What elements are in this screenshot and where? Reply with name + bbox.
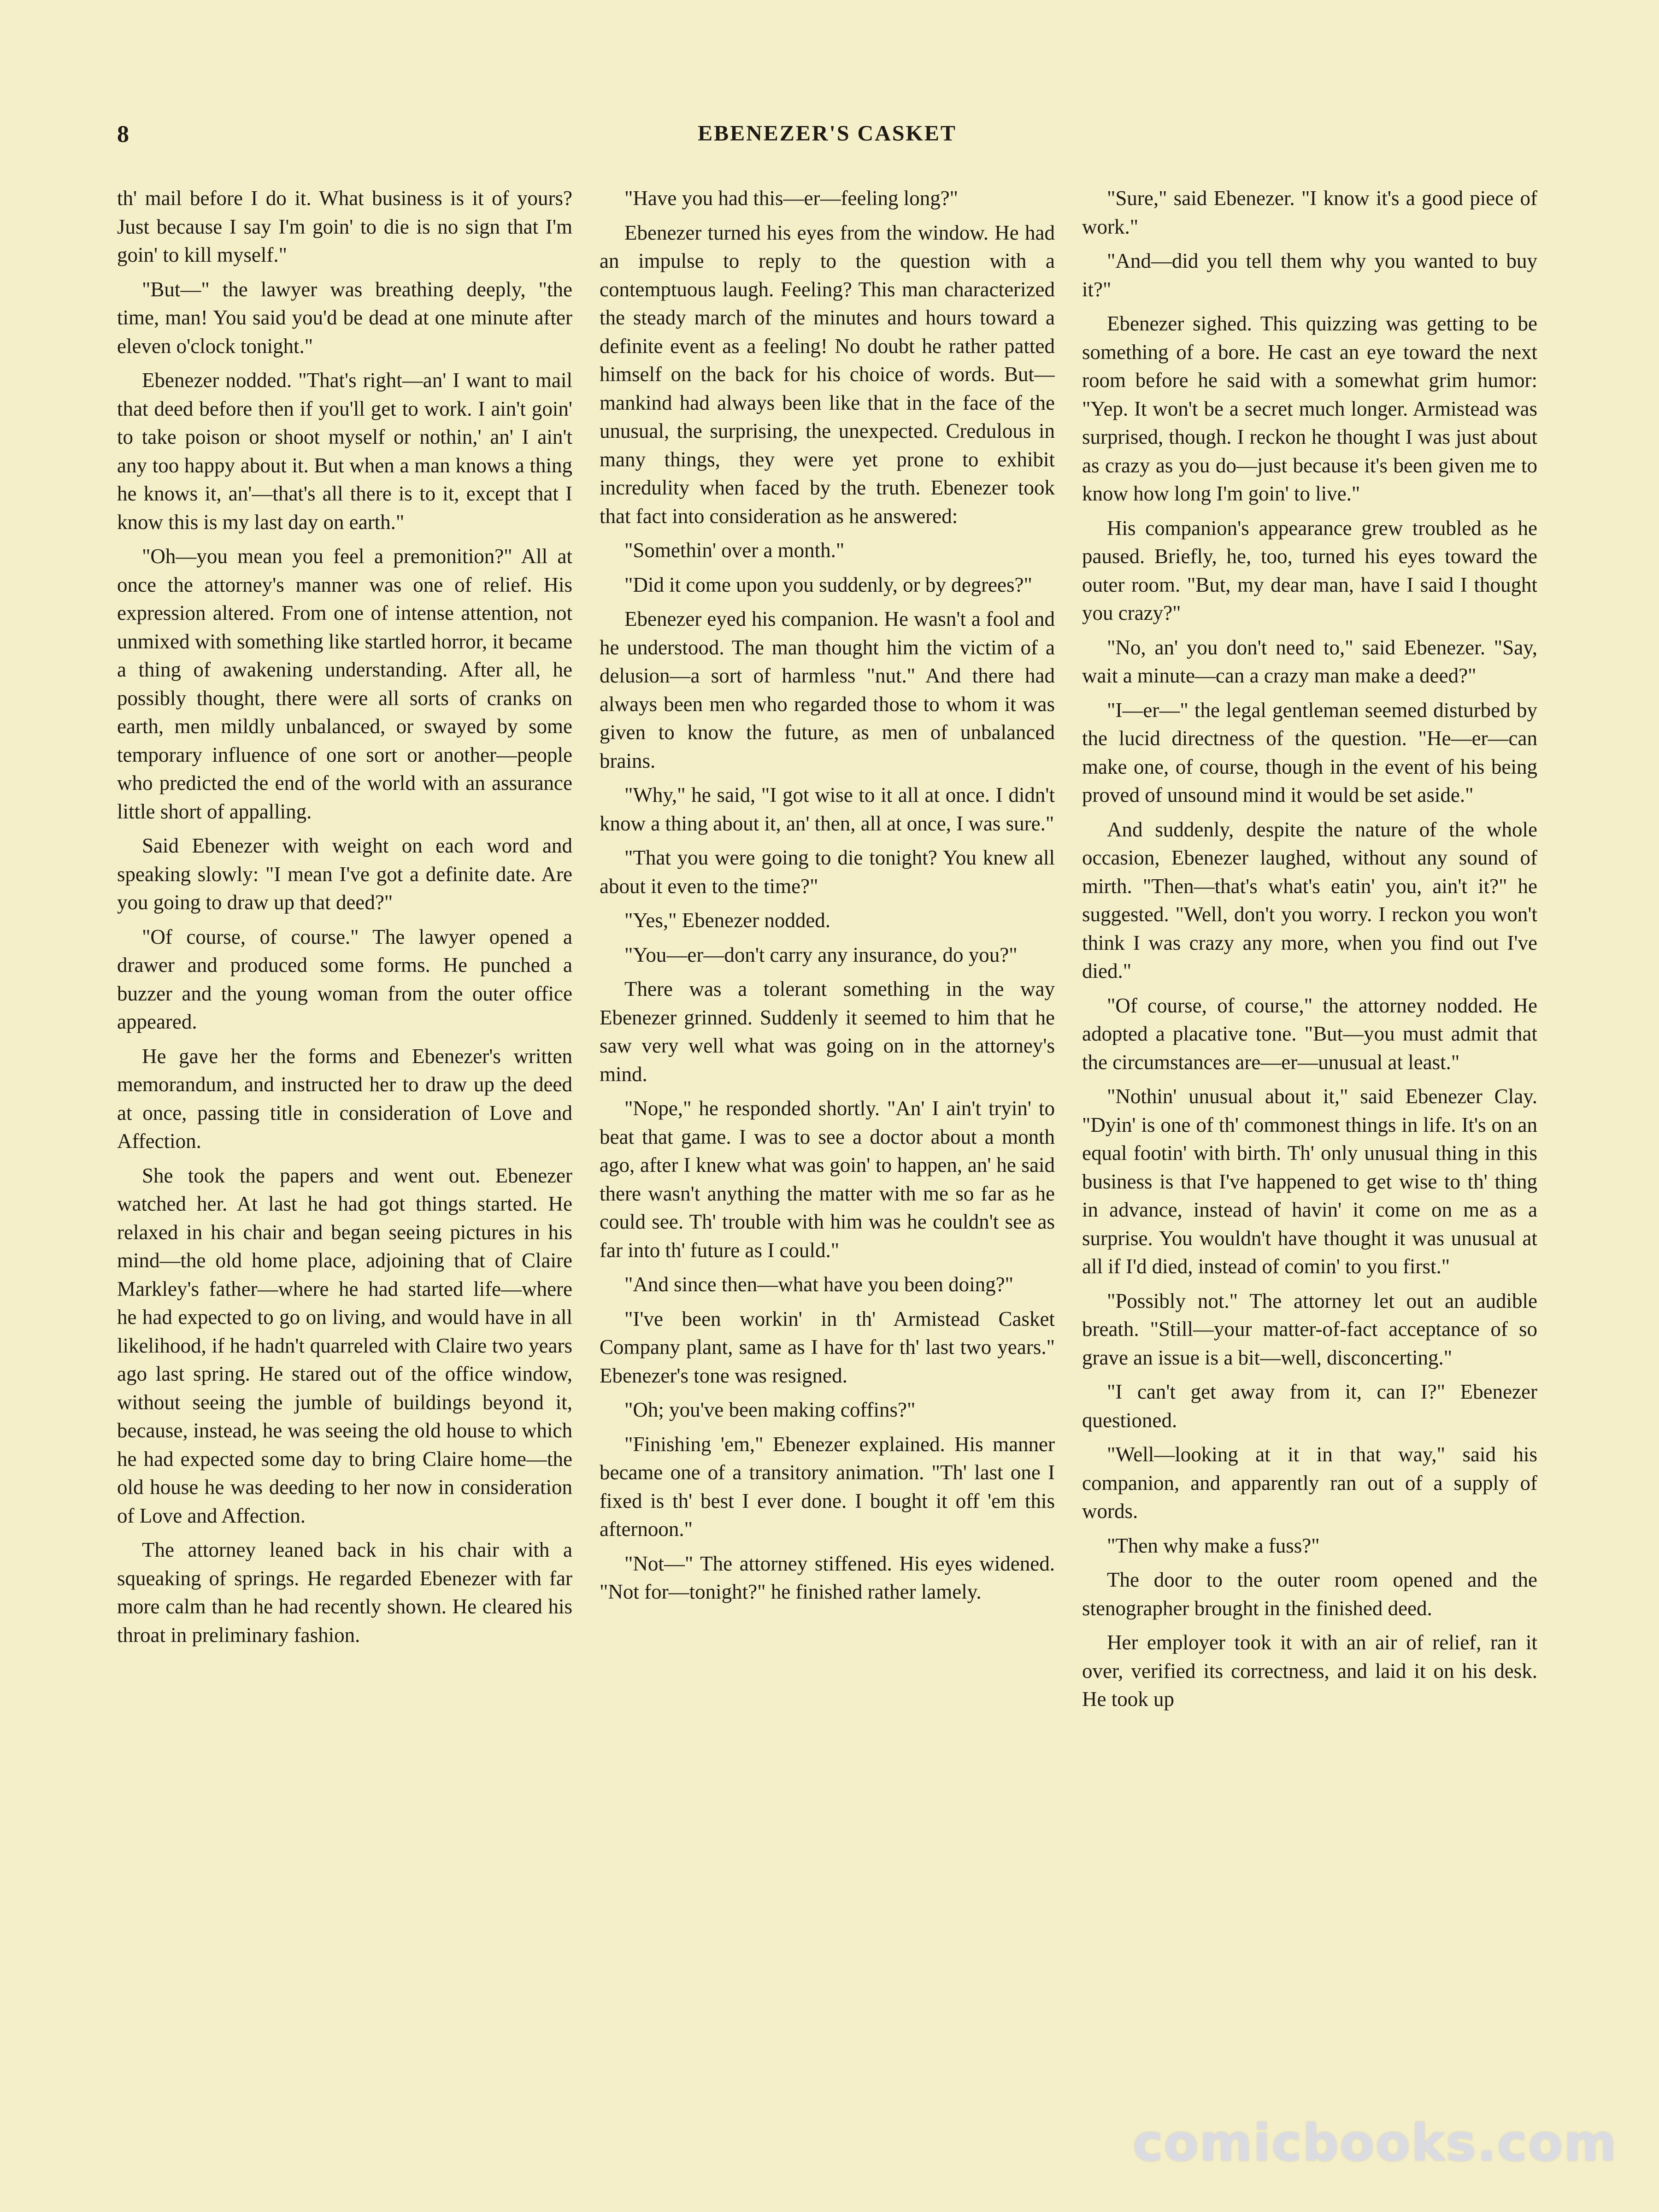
paragraph: Ebenezer nodded. "That's right—an' I want to mail that deed before then if you'll get to work. I ain't goin' to take poison or shoot myself or nothin,' an' I ain't any too happy about it. But when a man knows a thing he knows it, an'—that's all there is to it, except that I know this is my last day on earth.": [117, 369, 572, 534]
column-right: [1082, 184, 1537, 2097]
paragraph: "Finishing 'em," Ebenezer explained. His manner became one of a transitory animation. "Th' last one I fixed is th' best I ever done. I bought it off 'em this afternoon.": [600, 1432, 1055, 1541]
paragraph: "Not—" The attorney stiffened. His eyes widened. "Not for—tonight?" he finished rather lamely.: [600, 1552, 1055, 1603]
paragraph: "And since then—what have you been doing?": [624, 1273, 1014, 1296]
paragraph: "Then why make a fuss?": [1107, 1534, 1320, 1557]
paragraph: Ebenezer turned his eyes from the window. He had an impulse to reply to the question with a contemptuous laugh. Feeling? This man characterized the steady march of the minutes and hours toward a definite event as a feeling! No doubt he rather patted himself on the back for his choice of words. But—mankind had always been like that in the face of the unusual, the surprising, the unexpected. Credulous in many things, they were yet prone to exhibit incredulity when faced by the truth. Ebenezer took that fact into consideration as he answered:: [600, 221, 1055, 528]
paragraph: "Somethin' over a month.": [624, 539, 845, 562]
page-number: 8: [117, 121, 129, 147]
paragraph: "No, an' you don't need to," said Ebenezer. "Say, wait a minute—can a crazy man make a deed?": [1082, 635, 1537, 687]
paragraph: Said Ebenezer with weight on each word and speaking slowly: "I mean I've got a definite date. Are you going to draw up that deed?": [117, 834, 572, 914]
paragraph: "I've been workin' in th' Armistead Casket Company plant, same as I have for th' last two years." Ebenezer's tone was resigned.: [600, 1307, 1055, 1387]
paragraph: She took the papers and went out. Ebenezer watched her. At last he had got things started. He relaxed in his chair and began seeing pictures in his mind—the old home place, adjoining that of Claire Markley's father—where he had started life—where he had expected to go on living, and would have in all likelihood, if he hadn't quarreled with Claire two years ago last spring. He stared out of the office window, without seeing the jumble of buildings beyond it, because, instead, he was seeing the old house to which he had expected some day to bring Claire home—the old house he was deeding to her now in consideration of Love and Affection.: [117, 1164, 572, 1527]
paragraph: There was a tolerant something in the way Ebenezer grinned. Suddenly it seemed to him that he saw very well what was going on in the attorney's mind.: [600, 977, 1055, 1086]
paragraph: Her employer took it with an air of relief, ran it over, verified its correctness, and laid it on his desk. He took up: [1082, 1631, 1537, 1711]
paragraph: "Well—looking at it in that way," said his companion, and apparently ran out of a supply of words.: [1082, 1443, 1537, 1523]
paragraph: The attorney leaned back in his chair with a squeaking of springs. He regarded Ebenezer with far more calm than he had recently shown. He cleared his throat in preliminary fashion.: [117, 1538, 572, 1647]
paragraph: "And—did you tell them why you wanted to buy it?": [1082, 249, 1537, 301]
paragraph: "That you were going to die tonight? You knew all about it even to the time?": [600, 846, 1055, 898]
column-left: [117, 184, 572, 2097]
column-middle: [600, 184, 1055, 2097]
page-header: [117, 121, 1537, 153]
text-columns: [117, 184, 1537, 2097]
paragraph: Ebenezer eyed his companion. He wasn't a fool and he understood. The man thought him the victim of a delusion—a sort of harmless "nut." And there had always been men who regarded those to whom it was given to know the future, as men of unbalanced brains.: [600, 607, 1055, 772]
paragraph: "Sure," said Ebenezer. "I know it's a good piece of work.": [1082, 187, 1537, 238]
paragraph: "I can't get away from it, can I?" Ebenezer questioned.: [1082, 1380, 1537, 1432]
paragraph: The door to the outer room opened and the stenographer brought in the finished deed.: [1082, 1568, 1537, 1620]
watermark-logo: comicbooks.com: [1133, 2113, 1618, 2172]
paragraph: "Of course, of course." The lawyer opened a drawer and produced some forms. He punched a buzzer and the young woman from the outer office appeared.: [117, 925, 572, 1033]
paragraph: And suddenly, despite the nature of the whole occasion, Ebenezer laughed, without any sound of mirth. "Then—that's what's eatin' you, ain't it?" he suggested. "Well, don't you worry. I reckon you won't think I was crazy any more, when you find out I've died.": [1082, 818, 1537, 982]
paragraph: "Oh—you mean you feel a premonition?" All at once the attorney's manner was one of relief. His expression altered. From one of intense attention, not unmixed with something like startled horror, it became a thing of awakening understanding. After all, he possibly thought, there were all sorts of cranks on earth, men mildly unbalanced, or swayed by some temporary influence of one sort or another—people who predicted the end of the world with an assurance little short of appalling.: [117, 545, 572, 823]
paragraph: He gave her the forms and Ebenezer's written memorandum, and instructed her to draw up the deed at once, passing title in consideration of Love and Affection.: [117, 1044, 572, 1153]
paragraph: "Did it come upon you suddenly, or by degrees?": [624, 573, 1032, 596]
paragraph: "But—" the lawyer was breathing deeply, "the time, man! You said you'd be dead at one minute after eleven o'clock tonight.": [117, 277, 572, 358]
running-title: EBENEZER'S CASKET: [698, 121, 957, 146]
paragraph: "I—er—" the legal gentleman seemed disturbed by the lucid directness of the question. "He—er—can make one, of course, though in the event of his being proved of unsound mind it would be set aside.": [1082, 698, 1537, 806]
paragraph: "Of course, of course," the attorney nodded. He adopted a placative tone. "But—you must admit that the circumstances are—er—unusual at least.": [1082, 994, 1537, 1074]
paragraph: "Oh; you've been making coffins?": [624, 1398, 916, 1421]
paragraph: "Nothin' unusual about it," said Ebenezer Clay. "Dyin' is one of th' commonest things in life. It's on an equal footin' with birth. Th' only unusual thing in this business is that I've happened to get wise to th' thing in advance, instead of havin' it come on me as a surprise. You wouldn't have thought it was unusual at all if I'd died, instead of comin' to you first.": [1082, 1085, 1537, 1278]
paragraph: His companion's appearance grew troubled as he paused. Briefly, he, too, turned his eyes toward the outer room. "But, my dear man, have I said I thought you crazy?": [1082, 516, 1537, 624]
paragraph: "Yes," Ebenezer nodded.: [624, 909, 831, 932]
paragraph: th' mail before I do it. What business is it of yours? Just because I say I'm goin' to die is no sign that I'm goin' to kill myself.": [117, 187, 572, 266]
paragraph: "Nope," he responded shortly. "An' I ain't tryin' to beat that game. I was to see a doctor about a month ago, after I knew what was goin' to happen, an' he said there wasn't anything the matter with me so far as he could see. Th' trouble with him was he couldn't see as far into th' future as I could.": [600, 1097, 1055, 1262]
paragraph: "Why," he said, "I got wise to it all at once. I didn't know a thing about it, an' then, all at once, I was sure.": [600, 783, 1055, 835]
paragraph: "Possibly not." The attorney let out an audible breath. "Still—your matter-of-fact acceptance of so grave an issue is a bit—well, disconcerting.": [1082, 1289, 1537, 1369]
paragraph: "You—er—don't carry any insurance, do you?": [624, 943, 1018, 966]
paragraph: Ebenezer sighed. This quizzing was getting to be something of a bore. He cast an eye toward the next room before he said with a somewhat grim humor: "Yep. It won't be a secret much longer. Armistead was surprised, though. I reckon he thought I was just about as crazy as you do—just because it's been given me to know how long I'm goin' to live.": [1082, 312, 1537, 505]
paragraph: "Have you had this—er—feeling long?": [624, 187, 959, 210]
